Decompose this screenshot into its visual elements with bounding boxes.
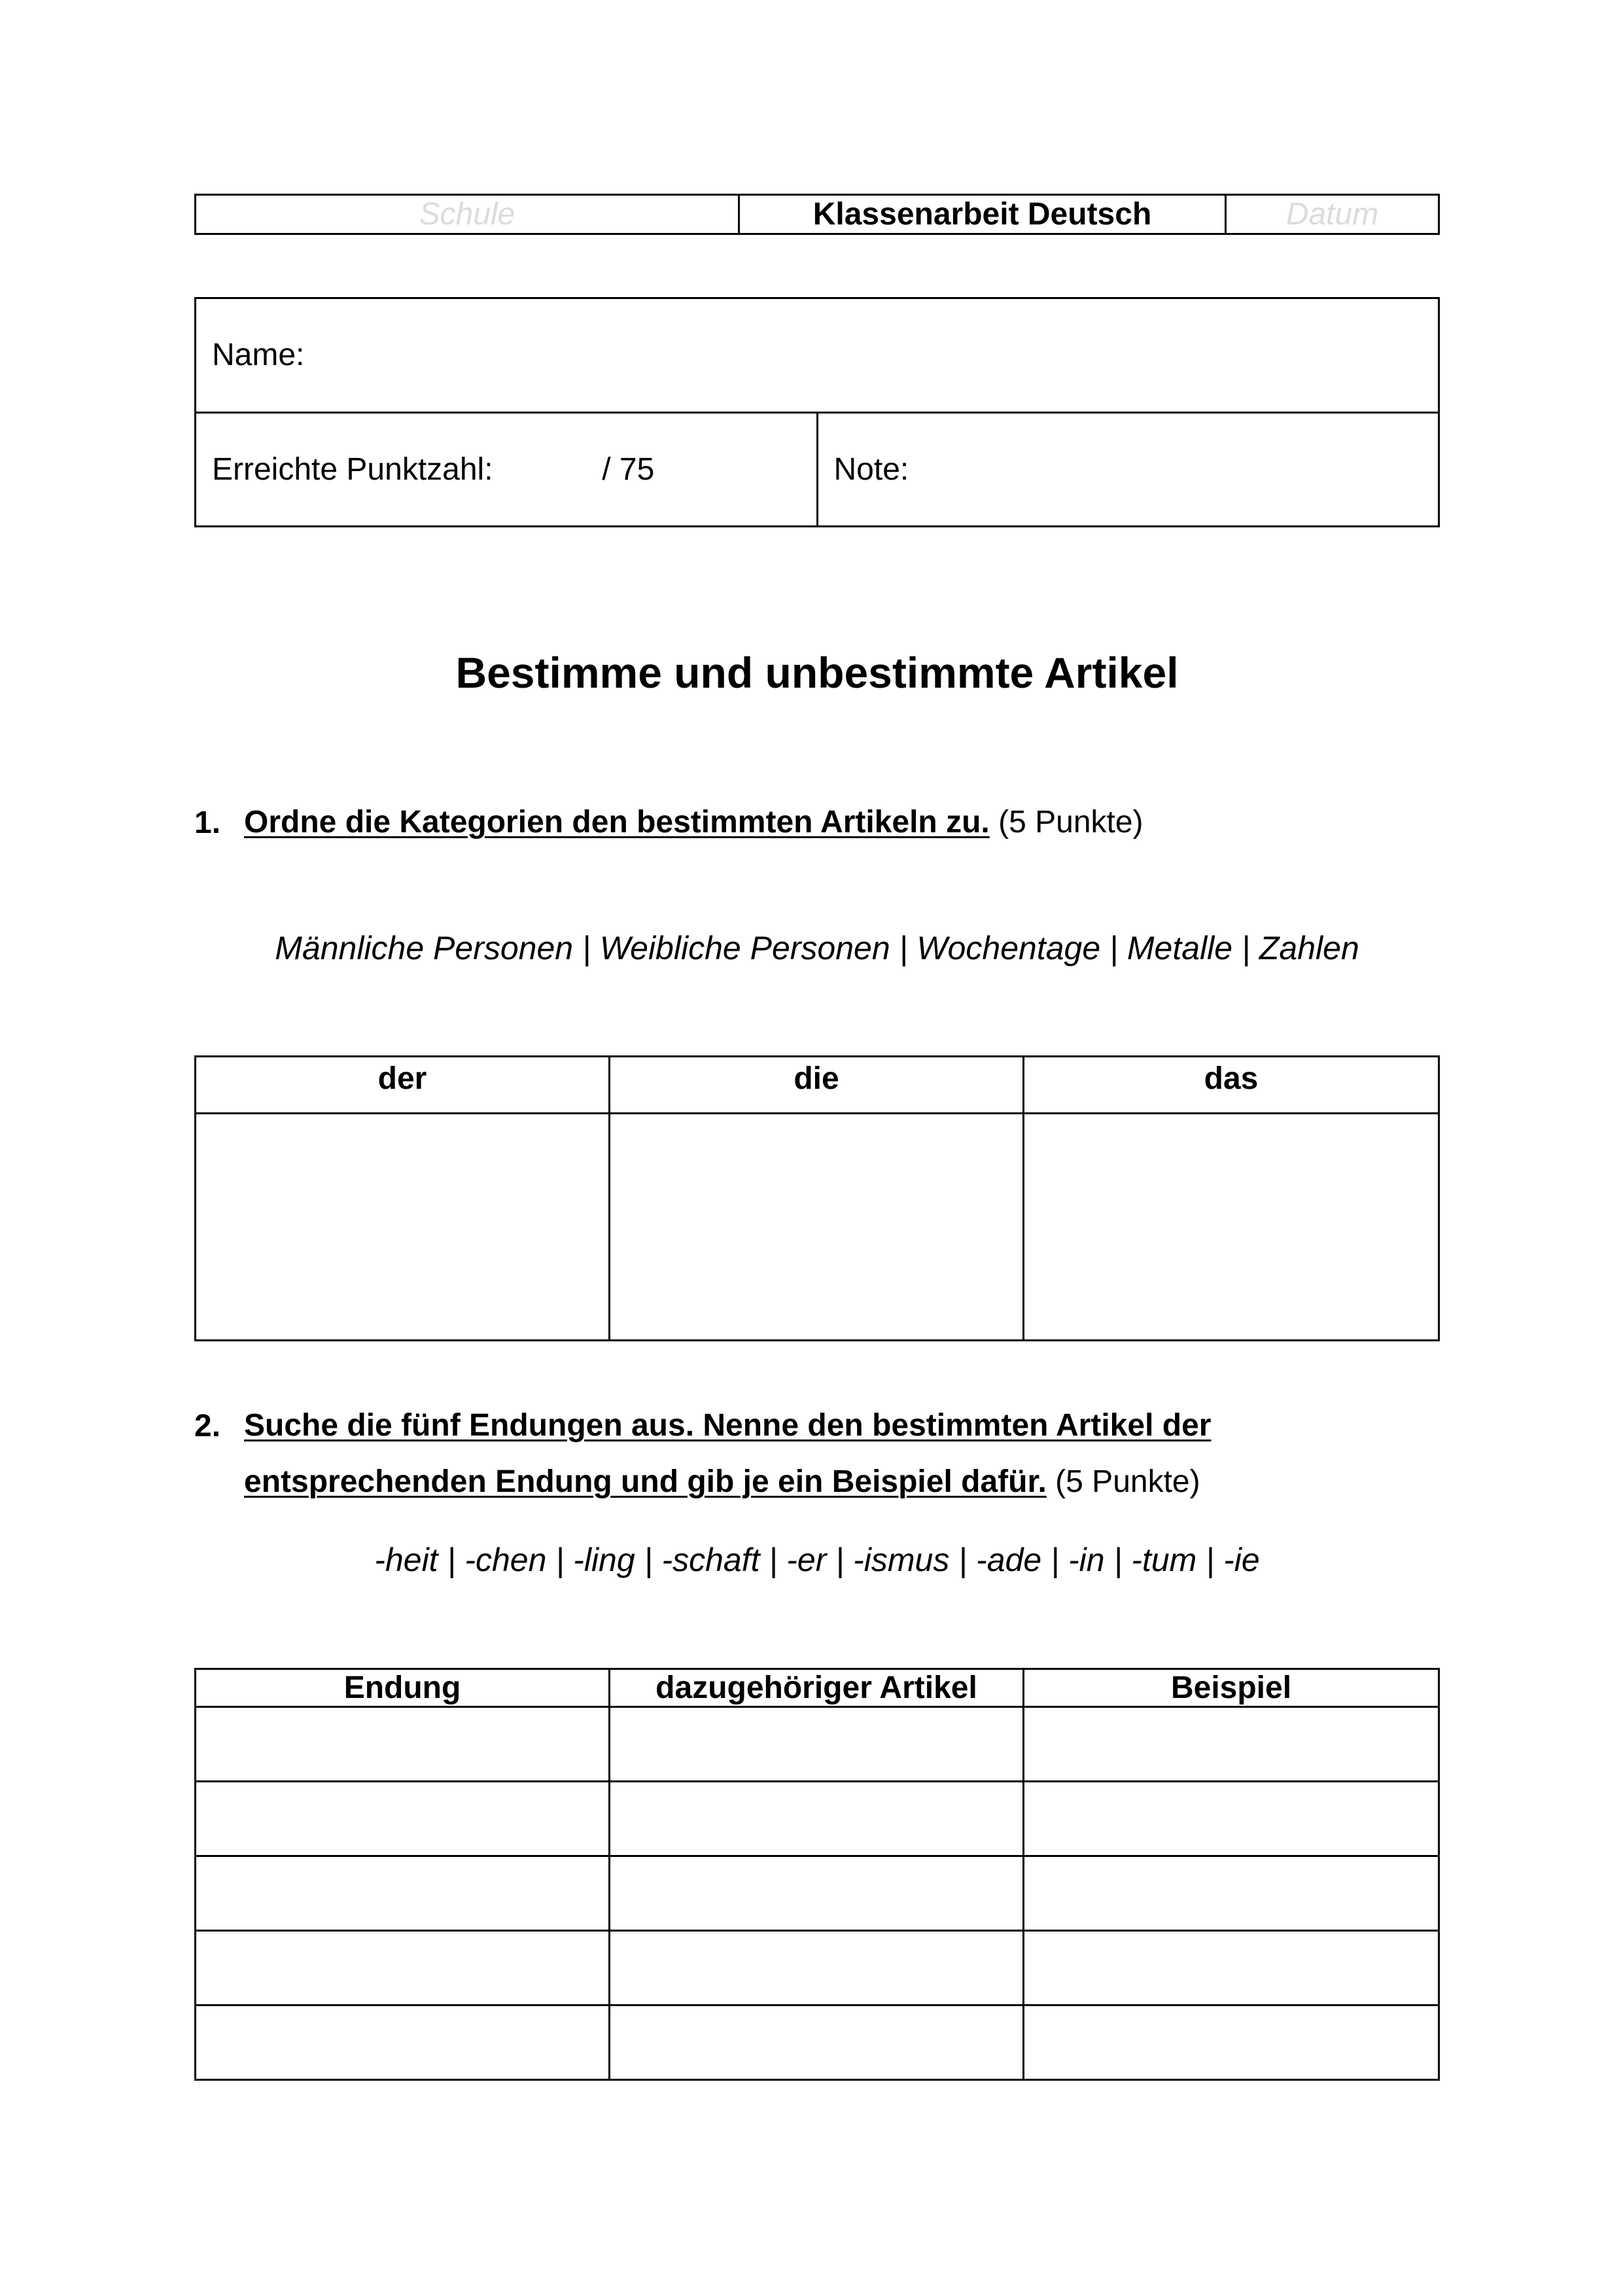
task2-points: (5 Punkte) bbox=[1055, 1464, 1200, 1499]
name-field[interactable] bbox=[196, 298, 1439, 413]
endung-cell[interactable] bbox=[196, 1707, 610, 1782]
task1-instruction bbox=[244, 794, 1143, 851]
task1-header-der: der bbox=[196, 1057, 610, 1114]
beispiel-cell[interactable] bbox=[1024, 1931, 1439, 2005]
task1-word-list: Männliche Personen | Weibliche Personen | Wochentage | Metalle | Zahlen bbox=[275, 930, 1359, 966]
exam-title: Klassenarbeit Deutsch bbox=[739, 195, 1226, 234]
task2-header-artikel: dazugehöriger Artikel bbox=[610, 1669, 1024, 1707]
endung-cell[interactable] bbox=[196, 1931, 610, 2005]
task2-header-endung: Endung bbox=[196, 1669, 610, 1707]
task1-answer-die[interactable] bbox=[610, 1114, 1024, 1341]
task1-answer-der[interactable] bbox=[196, 1114, 610, 1341]
student-info-table bbox=[194, 297, 1440, 527]
endung-cell[interactable] bbox=[196, 1856, 610, 1931]
beispiel-cell[interactable] bbox=[1024, 2005, 1439, 2080]
task2-instruction-line1: Suche die fünf Endungen aus. Nenne den bestimmten Artikel der bbox=[244, 1408, 1212, 1443]
table-row bbox=[196, 1782, 1439, 1856]
task2-instruction-line2: entsprechenden Endung und gib je ein Beispiel dafür. bbox=[244, 1464, 1047, 1499]
task2-instruction bbox=[244, 1398, 1211, 1510]
endung-cell[interactable] bbox=[196, 1782, 610, 1856]
name-label: Name: bbox=[212, 338, 305, 373]
table-row bbox=[196, 1707, 1439, 1782]
task1-header-die: die bbox=[610, 1057, 1024, 1114]
artikel-cell[interactable] bbox=[610, 1707, 1024, 1782]
beispiel-cell[interactable] bbox=[1024, 1707, 1439, 1782]
grade-field[interactable] bbox=[817, 412, 1439, 527]
beispiel-cell[interactable] bbox=[1024, 1856, 1439, 1931]
task1-header-das: das bbox=[1024, 1057, 1439, 1114]
task1-instruction-text: Ordne die Kategorien den bestimmten Artikeln zu. bbox=[244, 805, 990, 839]
table-row bbox=[196, 1931, 1439, 2005]
header-table bbox=[194, 194, 1440, 235]
grade-label: Note: bbox=[833, 451, 909, 487]
artikel-cell[interactable] bbox=[610, 1856, 1024, 1931]
task1-answer-das[interactable] bbox=[1024, 1114, 1439, 1341]
points-total: / 75 bbox=[602, 451, 655, 487]
task2-number: 2. bbox=[194, 1409, 221, 1443]
task2-table bbox=[194, 1668, 1440, 2081]
page-title: Bestimme und unbestimmte Artikel bbox=[455, 648, 1179, 697]
table-row bbox=[196, 2005, 1439, 2080]
endung-cell[interactable] bbox=[196, 2005, 610, 2080]
artikel-cell[interactable] bbox=[610, 2005, 1024, 2080]
points-field[interactable] bbox=[196, 412, 818, 527]
artikel-cell[interactable] bbox=[610, 1931, 1024, 2005]
table-row bbox=[196, 1856, 1439, 1931]
points-label: Erreichte Punktzahl: bbox=[212, 451, 493, 487]
date-field[interactable]: Datum bbox=[1226, 195, 1439, 234]
beispiel-cell[interactable] bbox=[1024, 1782, 1439, 1856]
artikel-cell[interactable] bbox=[610, 1782, 1024, 1856]
task1-table bbox=[194, 1055, 1440, 1341]
task2-word-list: -heit | -chen | -ling | -schaft | -er | -ismus | -ade | -in | -tum | -ie bbox=[374, 1542, 1260, 1578]
task2-header-beispiel: Beispiel bbox=[1024, 1669, 1439, 1707]
task1-number: 1. bbox=[194, 805, 221, 840]
school-field[interactable]: Schule bbox=[196, 195, 739, 234]
task1-points: (5 Punkte) bbox=[998, 805, 1143, 839]
